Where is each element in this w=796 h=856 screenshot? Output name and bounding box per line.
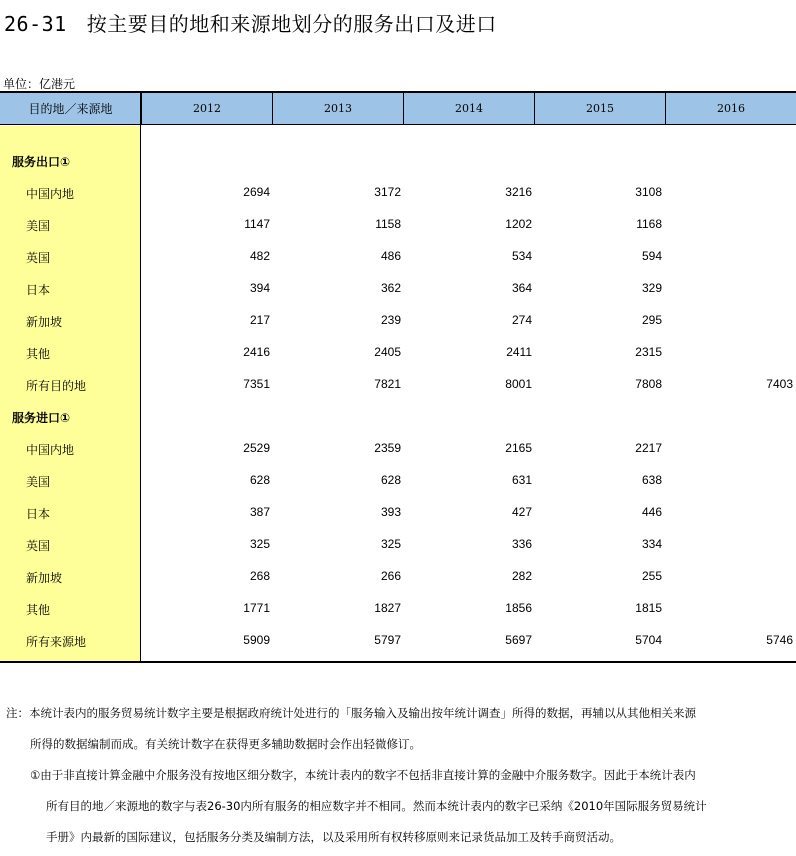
header-year-2016: 2016	[665, 93, 796, 125]
cell-value: 628	[249, 473, 270, 487]
cell-value: 446	[641, 505, 662, 519]
table-row	[0, 593, 796, 625]
cell-value: 239	[380, 313, 401, 327]
cell-value: 295	[641, 313, 662, 327]
section-row	[0, 145, 796, 177]
footnote-line: 所有目的地／来源地的数字与表26-30内所有服务的相应数字并不相同。然而本统计表内的数字已采纳《2010年国际服务贸易统计	[46, 799, 707, 813]
cell-value: 594	[641, 249, 662, 263]
row-label: 日本	[26, 507, 51, 521]
row-label: 新加坡	[26, 571, 63, 585]
cell-value: 2217	[635, 441, 662, 455]
row-label: 美国	[26, 475, 51, 489]
cell-value: 329	[641, 281, 662, 295]
page-title	[4, 8, 497, 37]
row-label: 美国	[26, 219, 51, 233]
cell-value: 1147	[244, 217, 270, 231]
cell-value: 8001	[505, 377, 532, 391]
cell-value: 486	[380, 249, 401, 263]
cell-value: 1168	[636, 217, 662, 231]
table-row	[0, 305, 796, 337]
cell-value: 282	[511, 569, 532, 583]
table-row	[0, 369, 796, 401]
cell-value: 2405	[374, 345, 401, 359]
table-row	[0, 625, 796, 657]
notes	[0, 698, 796, 853]
header-year-2014: 2014	[403, 93, 534, 125]
cell-value: 362	[380, 281, 401, 295]
row-label: 中国内地	[26, 187, 75, 201]
cell-value: 1771	[243, 601, 270, 615]
cell-value: 7403	[766, 377, 793, 391]
cell-value: 3172	[374, 185, 401, 199]
header-destination-source: 目的地／来源地	[0, 93, 141, 125]
table-row	[0, 497, 796, 529]
cell-value: 482	[249, 249, 270, 263]
cell-value: 638	[641, 473, 662, 487]
cell-value: 393	[380, 505, 401, 519]
row-label: 新加坡	[26, 315, 63, 329]
row-label: 其他	[26, 603, 51, 617]
section-title: 服务进口①	[12, 411, 71, 425]
cell-value: 3108	[635, 185, 662, 199]
section-title: 服务出口①	[12, 155, 71, 169]
cell-value: 325	[249, 537, 270, 551]
row-label: 英国	[26, 539, 51, 553]
cell-value: 3216	[505, 185, 532, 199]
row-label: 日本	[26, 283, 51, 297]
cell-value: 2359	[374, 441, 401, 455]
row-label: 所有目的地	[26, 379, 87, 393]
table-row	[0, 209, 796, 241]
note-line: 注：本统计表内的服务贸易统计数字主要是根据政府统计处进行的「服务输入及输出按年统计调查」所得的数据，再辅以从其他相关来源	[6, 706, 696, 720]
cell-value: 2416	[243, 345, 270, 359]
table-row	[0, 273, 796, 305]
cell-value: 255	[641, 569, 662, 583]
cell-value: 217	[249, 313, 270, 327]
table-row	[0, 465, 796, 497]
cell-value: 7351	[243, 377, 270, 391]
table-row	[0, 337, 796, 369]
table-row	[0, 177, 796, 209]
table-row	[0, 561, 796, 593]
row-label: 所有来源地	[26, 635, 87, 649]
cell-value: 7808	[635, 377, 662, 391]
header-year-2013: 2013	[272, 93, 403, 125]
cell-value: 5697	[505, 633, 532, 647]
cell-value: 364	[511, 281, 532, 295]
cell-value: 387	[249, 505, 270, 519]
note-line: 所得的数据编制而成。有关统计数字在获得更多辅助数据时会作出轻微修订。	[30, 737, 421, 751]
section-row	[0, 401, 796, 433]
cell-value: 5797	[374, 633, 401, 647]
cell-value: 5746	[766, 633, 793, 647]
row-label: 英国	[26, 251, 51, 265]
cell-value: 268	[249, 569, 270, 583]
table-row	[0, 433, 796, 465]
cell-value: 325	[380, 537, 401, 551]
cell-value: 394	[249, 281, 270, 295]
cell-value: 1827	[374, 601, 401, 615]
row-label: 其他	[26, 347, 51, 361]
cell-value: 1815	[635, 601, 662, 615]
cell-value: 336	[511, 537, 532, 551]
cell-value: 1856	[505, 601, 532, 615]
table-row	[0, 241, 796, 273]
footnote-line: ①由于非直接计算金融中介服务没有按地区细分数字，本统计表内的数字不包括非直接计算的金融中介服务数字。因此于本统计表内	[30, 768, 696, 782]
cell-value: 2165	[505, 441, 532, 455]
header-year-2015: 2015	[534, 93, 665, 125]
cell-value: 534	[511, 249, 532, 263]
cell-value: 1158	[375, 217, 401, 231]
cell-value: 334	[641, 537, 662, 551]
header-year-2012: 2012	[141, 93, 272, 125]
cell-value: 266	[380, 569, 401, 583]
cell-value: 5909	[243, 633, 270, 647]
cell-value: 628	[380, 473, 401, 487]
cell-value: 1202	[505, 217, 532, 231]
cell-value: 2529	[243, 441, 270, 455]
cell-value: 2694	[243, 185, 270, 199]
table-row	[0, 529, 796, 561]
footnote-line: 手册》内最新的国际建议，包括服务分类及编制方法，以及采用所有权转移原则来记录货品加工及转手商贸活动。	[46, 830, 621, 844]
cell-value: 631	[511, 473, 532, 487]
table-bottom-rule	[0, 661, 796, 663]
cell-value: 7821	[374, 377, 401, 391]
table-number: 26-31	[4, 12, 67, 36]
cell-value: 2315	[635, 345, 662, 359]
cell-value: 5704	[635, 633, 662, 647]
row-label: 中国内地	[26, 443, 75, 457]
cell-value: 427	[511, 505, 532, 519]
cell-value: 274	[511, 313, 532, 327]
cell-value: 2411	[506, 345, 532, 359]
unit-label: 单位：亿港元	[3, 77, 76, 91]
table-title: 按主要目的地和来源地划分的服务出口及进口	[86, 12, 497, 36]
